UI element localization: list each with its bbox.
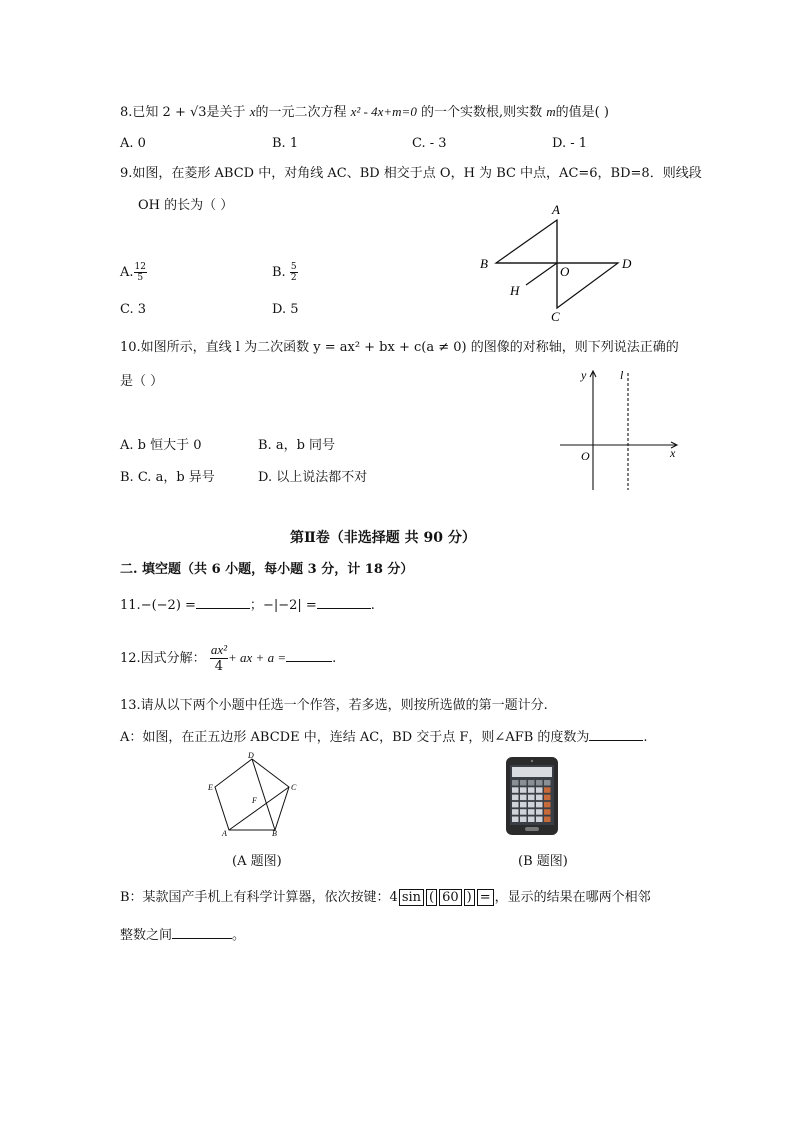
calculator-key-icon	[512, 780, 519, 786]
label-y: y	[581, 368, 587, 382]
calculator-key-icon	[528, 795, 535, 801]
q9-option-d: D. 5	[272, 302, 299, 317]
calculator-key-icon	[544, 795, 551, 801]
calculator-key-icon	[536, 802, 543, 808]
calculator-key-icon	[512, 817, 519, 823]
key-open-paren: (	[426, 889, 437, 906]
q10-option-a: A. b 恒大于 0	[120, 438, 202, 453]
calculator-key-icon	[536, 809, 543, 815]
key-sin: sin	[399, 889, 424, 906]
q10-option-d: D. 以上说法都不对	[258, 470, 368, 485]
calculator-key-icon	[520, 795, 527, 801]
label-a: A	[222, 829, 227, 838]
calculator-key-icon	[512, 795, 519, 801]
label-f: F	[252, 796, 257, 805]
q12: 12.因式分解： $\frac{\text{ax²}}{4}$ + ax + a = .	[120, 642, 337, 674]
axis-figure	[555, 365, 685, 495]
caption-b: (B 题图)	[518, 854, 568, 869]
calculator-key-icon	[520, 809, 527, 815]
key-60: 60	[439, 889, 462, 906]
key-equals: =	[477, 889, 494, 906]
q9-line2: OH 的长为（ ）	[138, 198, 234, 213]
q8-option-c: C. - 3	[412, 136, 447, 151]
calculator-key-icon	[544, 802, 551, 808]
label-o: O	[560, 264, 570, 279]
calculator-key-icon	[528, 809, 535, 815]
q10-option-b: B. a，b 同号	[258, 438, 336, 453]
answer-blank[interactable]	[286, 661, 332, 662]
section-title: 第Ⅱ卷（非选择题 共 90 分）	[290, 530, 476, 546]
calculator-key-icon	[528, 802, 535, 808]
calculator-key-icon	[512, 787, 519, 793]
calculator-key-icon	[544, 817, 551, 823]
label-l: l	[620, 368, 624, 382]
calculator-key-icon	[536, 795, 543, 801]
label-d: D	[248, 751, 254, 760]
label-e: E	[208, 783, 213, 792]
calculator-key-icon	[520, 817, 527, 823]
calculator-key-icon	[544, 787, 551, 793]
label-origin: O	[581, 449, 590, 463]
q8-option-a: A. 0	[120, 136, 146, 151]
calculator-key-icon	[544, 780, 551, 786]
q11: 11.−(−2) = ；−|−2| = .	[120, 598, 375, 613]
caption-a: (A 题图)	[232, 854, 282, 869]
calculator-key-icon	[536, 780, 543, 786]
q9-line1: 9.如图，在菱形 ABCD 中，对角线 AC、BD 相交于点 O，H 为 BC 中点，AC=6，BD=8．则线段	[120, 166, 702, 181]
label-c: C	[291, 783, 297, 792]
q8-option-b: B. 1	[272, 136, 299, 151]
calculator-key-icon	[528, 780, 535, 786]
answer-blank[interactable]	[317, 608, 371, 609]
calculator-key-icon	[536, 817, 543, 823]
calculator-key-icon	[512, 809, 519, 815]
calculator-key-icon	[520, 787, 527, 793]
calculator-key-icon	[528, 817, 535, 823]
q9-option-c: C. 3	[120, 302, 147, 317]
calculator-key-icon	[512, 802, 519, 808]
answer-blank[interactable]	[196, 608, 250, 609]
answer-blank[interactable]	[589, 740, 643, 741]
pentagon-figure	[200, 750, 300, 840]
q10-line1: 10.如图所示，直线 l 为二次函数 y = ax² + bx + c(a ≠ 0) 的图像的对称轴，则下列说法正确的	[120, 340, 679, 355]
label-b: B	[480, 256, 488, 271]
key-close-paren: )	[464, 889, 475, 906]
label-c: C	[551, 309, 560, 324]
q10-option-c: B. C. a，b 异号	[120, 470, 215, 485]
phone-calculator-image	[505, 756, 559, 836]
q9-option-b: B. $\frac{5}{2}$	[272, 262, 297, 283]
q13-line1: 13.请从以下两个小题中任选一个作答，若多选，则按所选做的第一题计分.	[120, 698, 548, 713]
section-subtitle: 二. 填空题（共 6 小题，每小题 3 分，计 18 分）	[120, 562, 414, 577]
label-d: D	[622, 256, 632, 271]
calculator-key-icon	[544, 809, 551, 815]
calculator-key-icon	[536, 787, 543, 793]
q10-line2: 是（ ）	[120, 374, 164, 389]
label-a: A	[552, 202, 560, 217]
label-h: H	[510, 283, 520, 298]
calculator-key-icon	[528, 787, 535, 793]
q13-line-a: A：如图，在正五边形 ABCDE 中，连结 AC，BD 交于点 F，则∠AFB 的度数为 .	[120, 730, 648, 745]
calculator-key-icon	[520, 802, 527, 808]
q13-line-b2: 整数之间 。	[120, 928, 246, 943]
answer-blank[interactable]	[172, 938, 232, 939]
q8-stem: 8.已知 2 + √3是关于 x的一元二次方程 x² - 4x+m=0 的一个实数根,则实数 m的值是( )	[120, 104, 609, 120]
label-b: B	[272, 829, 277, 838]
q9-option-a: A. $\frac{12}{5}$	[120, 262, 146, 283]
label-x: x	[670, 446, 676, 460]
rhombus-figure	[470, 200, 640, 325]
q13-line-b: B：某款国产手机上有科学计算器，依次按键：4 sin ( 60 ) = ，显示的结果在哪两个相邻	[120, 890, 651, 905]
q8-option-d: D. - 1	[552, 136, 588, 151]
calculator-key-icon	[520, 780, 527, 786]
